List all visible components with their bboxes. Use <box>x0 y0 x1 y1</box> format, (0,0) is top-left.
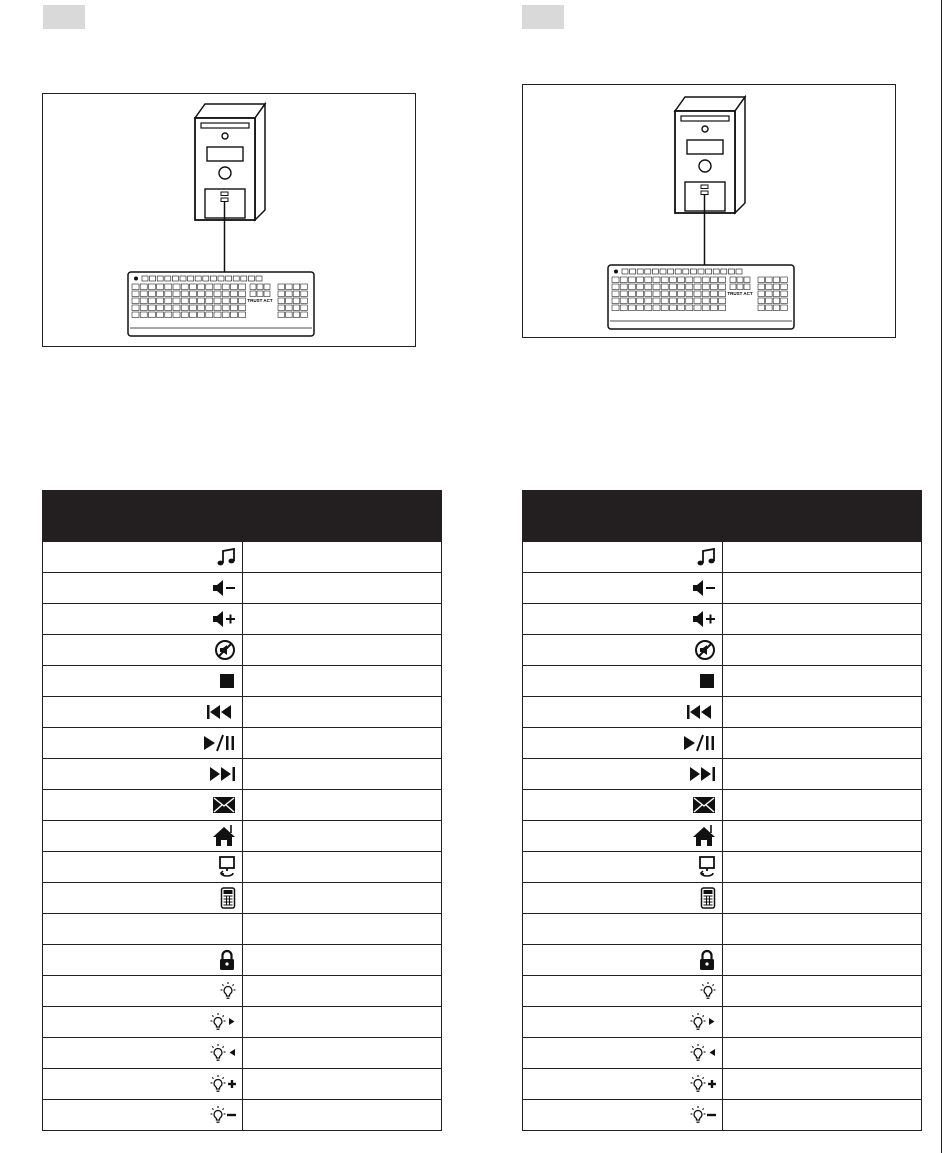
right-panel-tag <box>522 5 564 29</box>
backlight-previous-icon <box>690 1043 716 1063</box>
connection-diagram <box>43 94 415 346</box>
function-cell <box>242 976 442 1007</box>
table-row <box>43 914 442 945</box>
function-cell <box>722 542 922 573</box>
table-row <box>523 790 922 821</box>
function-cell <box>242 1100 442 1131</box>
page-edge-line <box>941 0 942 1153</box>
key-cell <box>43 573 243 604</box>
key-cell <box>523 759 723 790</box>
table-row <box>523 573 922 604</box>
table-row <box>43 542 442 573</box>
function-cell <box>722 604 922 635</box>
key-cell <box>43 759 243 790</box>
function-cell <box>242 1069 442 1100</box>
key-cell <box>43 883 243 914</box>
left-panel-tag <box>43 5 85 29</box>
play-pause-icon <box>682 733 716 753</box>
backlight-next-icon <box>210 1012 236 1032</box>
backlight-next-icon <box>690 1012 716 1032</box>
keyboard-brand-label: TRUST ACT <box>247 298 273 303</box>
my-computer-icon <box>218 856 236 878</box>
table-row <box>43 604 442 635</box>
next-track-icon <box>686 765 716 783</box>
function-column-header <box>722 491 922 542</box>
stop-icon <box>698 672 716 690</box>
key-cell <box>43 666 243 697</box>
table-row <box>43 1038 442 1069</box>
key-cell <box>523 883 723 914</box>
key-column-header <box>523 491 723 542</box>
backlight-dimmer-icon <box>210 1105 236 1125</box>
function-cell <box>722 1007 922 1038</box>
key-cell <box>43 821 243 852</box>
table-row <box>43 852 442 883</box>
key-cell <box>43 1007 243 1038</box>
key-cell <box>523 573 723 604</box>
function-cell <box>242 604 442 635</box>
table-row <box>43 976 442 1007</box>
table-row <box>523 976 922 1007</box>
function-cell <box>722 728 922 759</box>
table-row <box>523 542 922 573</box>
table-row <box>43 666 442 697</box>
previous-track-icon <box>686 703 716 721</box>
music-note-icon <box>216 547 236 567</box>
table-row <box>523 666 922 697</box>
next-track-icon <box>206 765 236 783</box>
function-cell <box>722 573 922 604</box>
home-icon <box>692 825 716 847</box>
function-cell <box>242 945 442 976</box>
lock-icon <box>698 949 716 971</box>
function-cell <box>242 883 442 914</box>
key-column-header <box>43 491 243 542</box>
table-row <box>43 790 442 821</box>
home-icon <box>212 825 236 847</box>
function-cell <box>242 1007 442 1038</box>
volume-down-icon <box>692 579 716 597</box>
table-row <box>523 914 922 945</box>
volume-up-icon <box>692 610 716 628</box>
table-row <box>523 1007 922 1038</box>
function-cell <box>242 759 442 790</box>
stop-icon <box>218 672 236 690</box>
left-connection-figure <box>42 93 416 347</box>
key-cell <box>523 976 723 1007</box>
keyboard-brand-label: TRUST ACT <box>727 291 753 296</box>
music-note-icon <box>696 547 716 567</box>
key-cell <box>43 635 243 666</box>
volume-up-icon <box>212 610 236 628</box>
table-row <box>43 759 442 790</box>
table-row <box>523 945 922 976</box>
backlight-icon <box>220 981 236 1001</box>
key-cell <box>523 635 723 666</box>
key-cell <box>523 666 723 697</box>
right-connection-figure <box>522 84 896 338</box>
mute-icon <box>694 639 716 661</box>
table-row <box>523 883 922 914</box>
function-cell <box>722 666 922 697</box>
table-row <box>43 1007 442 1038</box>
table-row <box>523 697 922 728</box>
previous-track-icon <box>206 703 236 721</box>
table-row <box>43 697 442 728</box>
mail-icon <box>692 796 716 814</box>
key-cell <box>523 790 723 821</box>
function-cell <box>722 976 922 1007</box>
key-cell <box>523 945 723 976</box>
function-cell <box>722 914 922 945</box>
function-cell <box>242 666 442 697</box>
table-row <box>523 1038 922 1069</box>
function-cell <box>722 1100 922 1131</box>
function-cell <box>722 759 922 790</box>
table-row <box>43 635 442 666</box>
table-row <box>43 1069 442 1100</box>
function-cell <box>722 945 922 976</box>
table-row <box>523 604 922 635</box>
table-row <box>43 573 442 604</box>
function-cell <box>242 697 442 728</box>
table-row <box>523 852 922 883</box>
key-cell <box>523 1007 723 1038</box>
function-cell <box>722 1038 922 1069</box>
calculator-icon <box>700 887 716 909</box>
key-cell <box>523 604 723 635</box>
table-row <box>523 1100 922 1131</box>
key-cell <box>43 945 243 976</box>
key-cell <box>43 728 243 759</box>
key-cell <box>43 604 243 635</box>
my-computer-icon <box>698 856 716 878</box>
function-cell <box>242 542 442 573</box>
keyboard <box>608 265 794 329</box>
keyboard <box>128 272 314 336</box>
calculator-icon <box>220 887 236 909</box>
table-row <box>43 1100 442 1131</box>
table-row <box>43 945 442 976</box>
backlight-brighter-icon <box>210 1074 236 1094</box>
key-cell <box>523 1069 723 1100</box>
table-row <box>43 728 442 759</box>
function-cell <box>242 728 442 759</box>
key-cell <box>43 1038 243 1069</box>
function-cell <box>722 821 922 852</box>
function-cell <box>242 573 442 604</box>
mail-icon <box>212 796 236 814</box>
key-cell <box>43 1069 243 1100</box>
key-cell <box>43 1100 243 1131</box>
function-cell <box>242 914 442 945</box>
table-row <box>523 635 922 666</box>
function-cell <box>722 635 922 666</box>
key-cell <box>523 542 723 573</box>
pc-tower <box>675 97 745 213</box>
function-cell <box>722 883 922 914</box>
backlight-dimmer-icon <box>690 1105 716 1125</box>
table-row <box>523 1069 922 1100</box>
key-cell <box>523 697 723 728</box>
left-table-header <box>43 491 442 542</box>
function-cell <box>242 635 442 666</box>
left-hotkey-table <box>42 490 442 1131</box>
key-cell <box>43 790 243 821</box>
function-cell <box>242 790 442 821</box>
lock-icon <box>218 949 236 971</box>
function-column-header <box>242 491 442 542</box>
table-row <box>43 883 442 914</box>
backlight-brighter-icon <box>690 1074 716 1094</box>
key-cell <box>43 852 243 883</box>
mute-icon <box>214 639 236 661</box>
connection-diagram <box>523 85 895 337</box>
play-pause-icon <box>202 733 236 753</box>
key-cell <box>43 697 243 728</box>
pc-tower <box>195 104 265 220</box>
backlight-previous-icon <box>210 1043 236 1063</box>
function-cell <box>242 852 442 883</box>
volume-down-icon <box>212 579 236 597</box>
key-cell <box>523 914 723 945</box>
key-cell <box>43 542 243 573</box>
right-table-header <box>523 491 922 542</box>
function-cell <box>722 1069 922 1100</box>
table-row <box>43 821 442 852</box>
right-hotkey-table <box>522 490 922 1131</box>
function-cell <box>722 790 922 821</box>
key-cell <box>523 1100 723 1131</box>
key-cell <box>523 1038 723 1069</box>
function-cell <box>722 697 922 728</box>
key-cell <box>43 914 243 945</box>
function-cell <box>242 1038 442 1069</box>
key-cell <box>523 852 723 883</box>
function-cell <box>242 821 442 852</box>
table-row <box>523 728 922 759</box>
key-cell <box>43 976 243 1007</box>
backlight-icon <box>700 981 716 1001</box>
function-cell <box>722 852 922 883</box>
table-row <box>523 759 922 790</box>
key-cell <box>523 821 723 852</box>
table-row <box>523 821 922 852</box>
key-cell <box>523 728 723 759</box>
